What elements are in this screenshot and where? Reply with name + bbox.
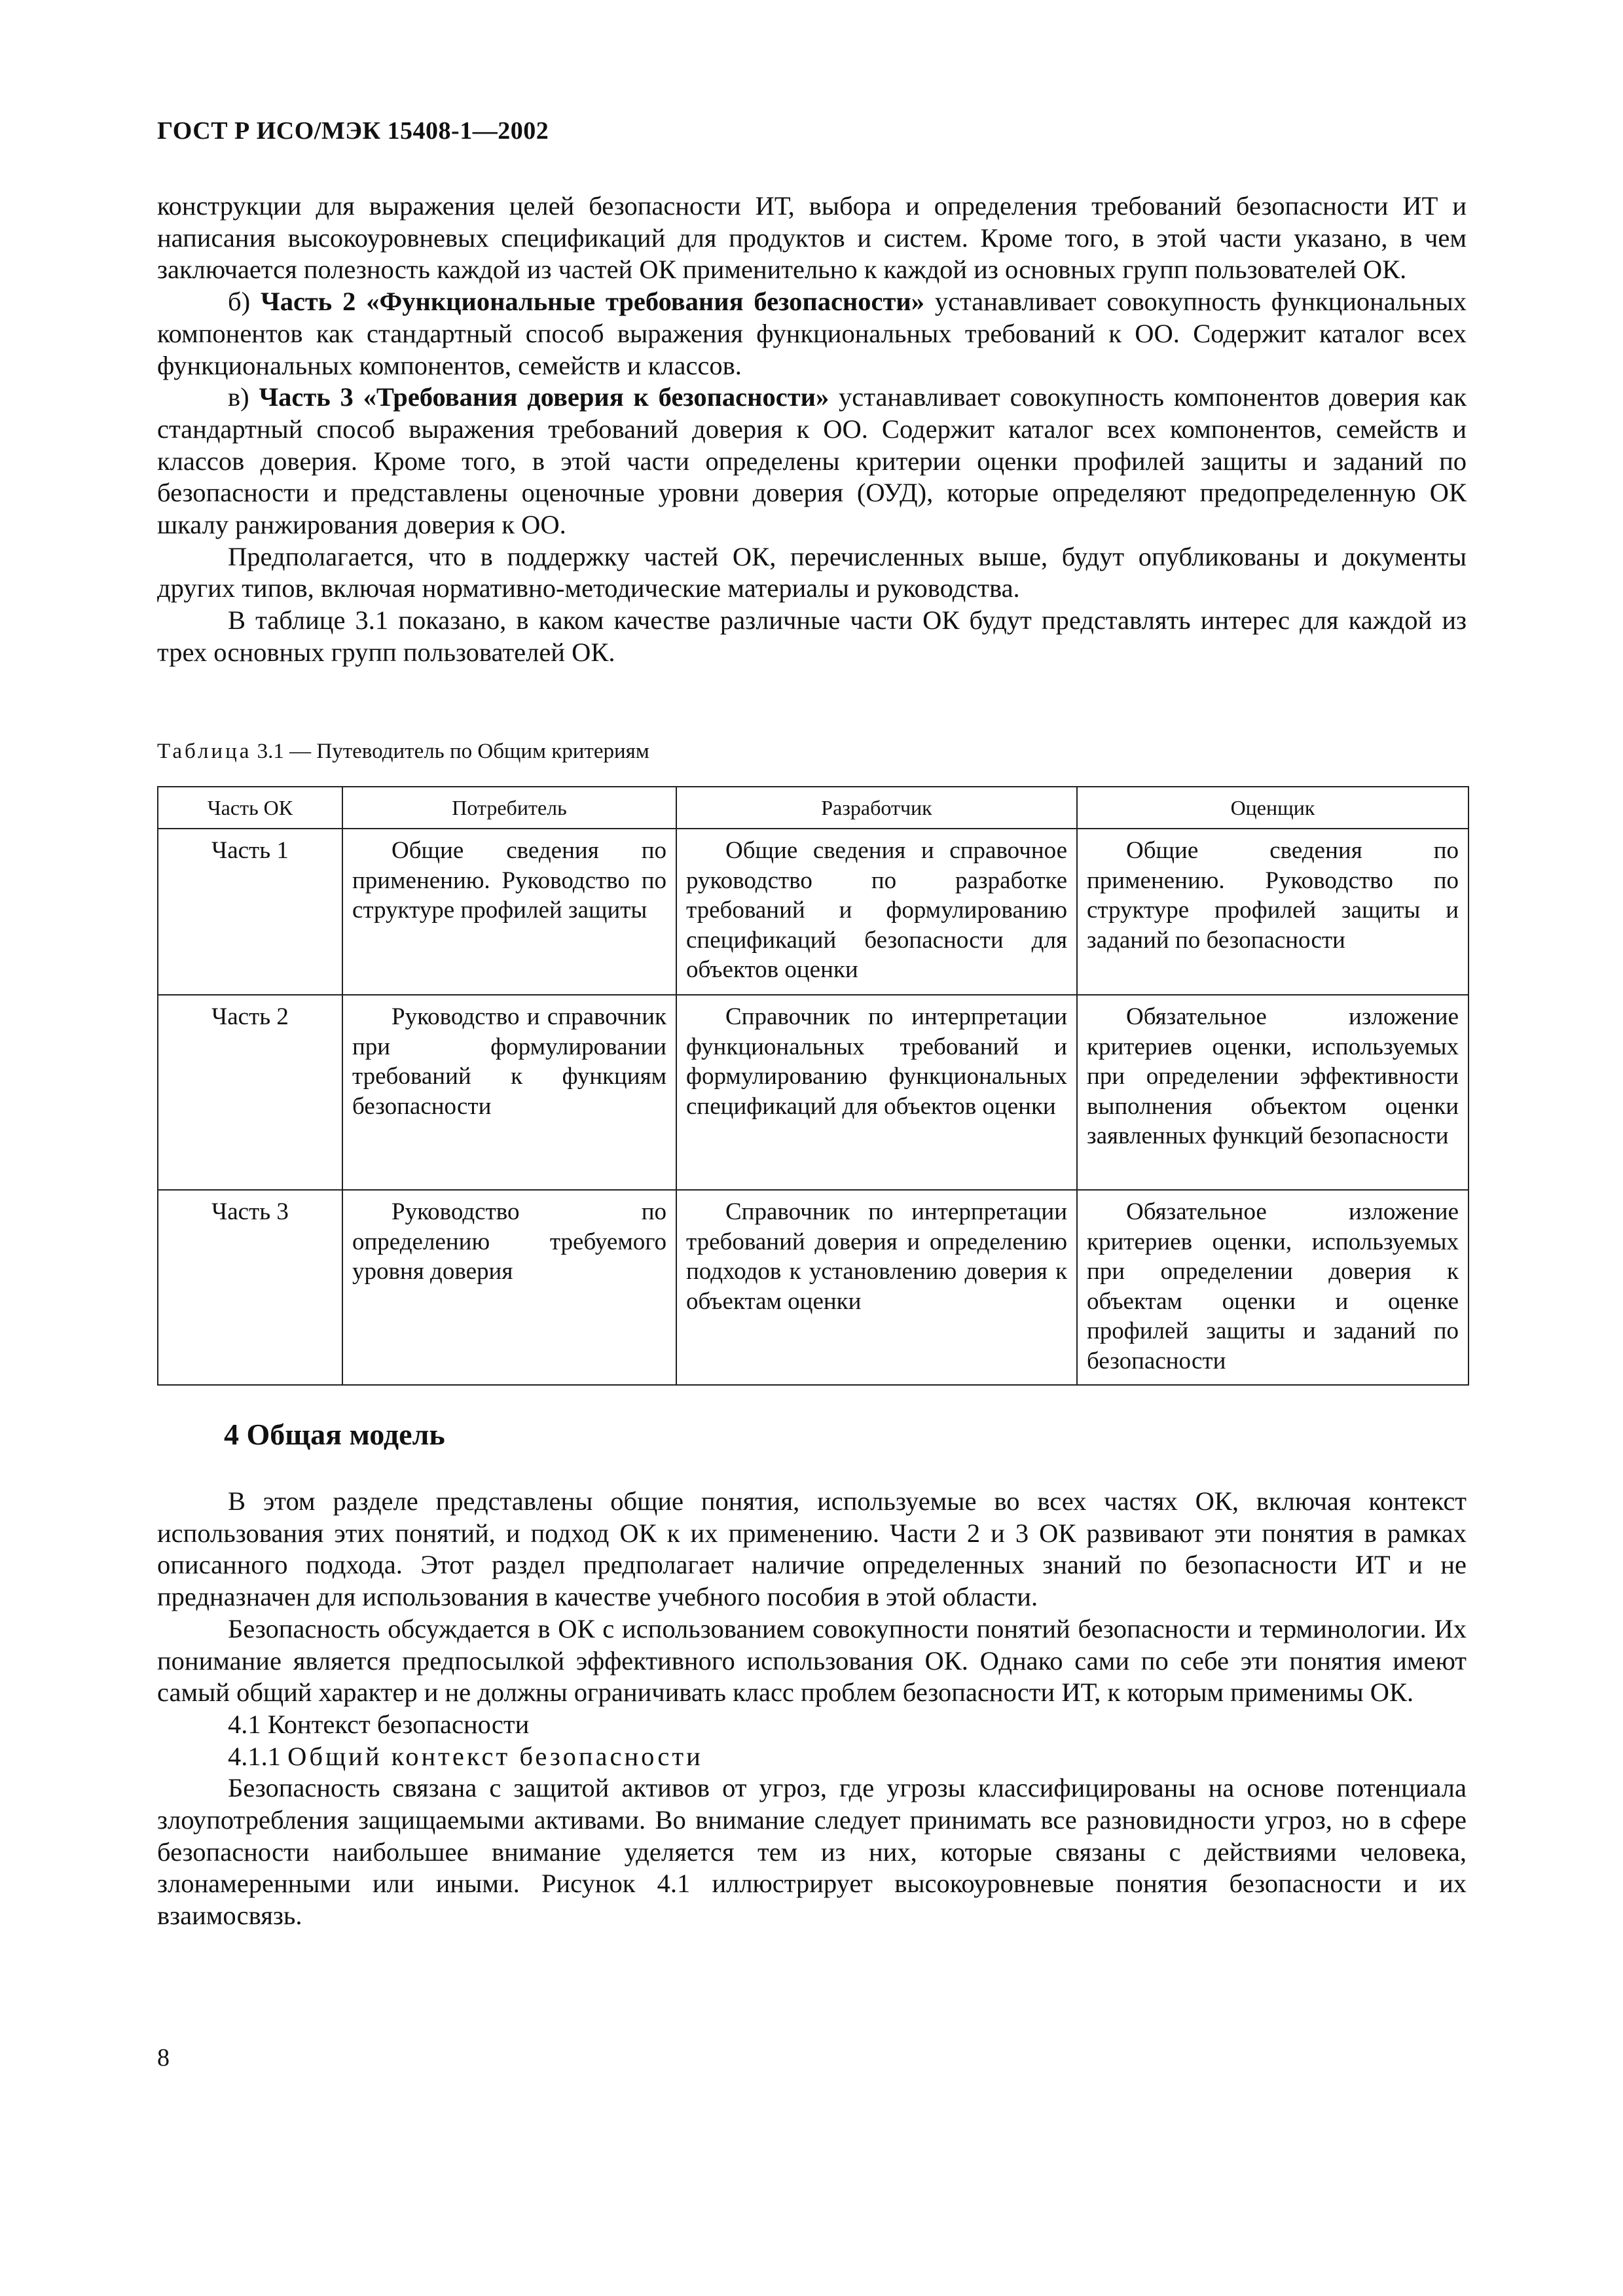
part2-description: устанавливает совокупность функциональных компонентов как стандартный способ выражения функциональных требований к ОО. Содержит каталог всех функциональных компонентов, семейств и классов.: [157, 287, 1467, 380]
header-part: Часть ОК: [158, 787, 342, 829]
table-row: [158, 1190, 1468, 1385]
table-cell-consumer: [342, 995, 676, 1190]
subsection-4-1-1-title: [157, 1741, 1467, 1773]
table-cell-consumer: [342, 829, 676, 995]
cell-text: Обязательное изложение критериев оценки, используемых при определении эффективности выполнения объектом оценки заявленных функций безопасности: [1087, 1003, 1459, 1149]
intro-paragraph-part3: [157, 382, 1467, 541]
table-cell-part: Часть 1: [158, 829, 342, 995]
table-cell-evaluator: [1077, 1190, 1468, 1385]
intro-paragraph-1: конструкции для выражения целей безопасности ИТ, выбора и определения требований безопасности ИТ и написания высокоуровневых спецификаций для продуктов и систем. Кроме того, в этой части указано, в чем заключается полезность каждой из частей ОК применительно к каждой из основных групп пользователей ОК.: [157, 191, 1467, 285]
table-cell-consumer: [342, 1190, 676, 1385]
table-cell-evaluator: [1077, 829, 1468, 995]
section-4-paragraph-1: В этом разделе представлены общие понятия, используемые во всех частях ОК, включая контекст использования этих понятий, и подход ОК к их применению. Части 2 и 3 ОК развивают эти понятия в рамках описанного подхода. Этот раздел предполагает наличие определенных знаний по безопасности ИТ и не предназначен для использования в качестве учебного пособия в этой области.: [157, 1486, 1467, 1612]
table-cell-part: Часть 3: [158, 1190, 342, 1385]
subsection-number: 4.1.1: [228, 1741, 288, 1771]
cell-text: Общие сведения по применению. Руководство по структуре профилей защиты: [352, 837, 666, 924]
subsection-4-1-title: 4.1 Контекст безопасности: [228, 1709, 530, 1739]
table-row: [158, 995, 1468, 1190]
cell-text: Руководство по определению требуемого уровня доверия: [352, 1198, 666, 1285]
intro-paragraph-5: В таблице 3.1 показано, в каком качестве различные части ОК будут представлять интерес для каждой из трех основных групп пользователей ОК.: [157, 605, 1467, 667]
table-cell-developer: [676, 1190, 1077, 1385]
table-cell-developer: [676, 829, 1077, 995]
header-evaluator: Оценщик: [1077, 787, 1468, 829]
cell-text: Руководство и справочник при формулировании требований к функциям безопасности: [352, 1003, 666, 1120]
table-caption-text: 3.1 — Путеводитель по Общим критериям: [251, 740, 649, 763]
document-header: ГОСТ Р ИСО/МЭК 15408-1—2002: [157, 117, 549, 145]
table-caption: [157, 738, 649, 764]
cell-text: Справочник по интерпретации требований доверия и определению подходов к установлению доверия к объектам оценки: [686, 1198, 1067, 1315]
intro-paragraph-4: Предполагается, что в поддержку частей ОК, перечисленных выше, будут опубликованы и документы других типов, включая нормативно-методические материалы и руководства.: [157, 541, 1467, 603]
section-4-paragraph-2: Безопасность обсуждается в ОК с использованием совокупности понятий безопасности и терминологии. Их понимание является предпосылкой эффективного использования ОК. Однако сами по себе эти понятия имеют самый общий характер и не должны ограничивать класс проблем безопасности ИТ, к которым применимы ОК.: [157, 1613, 1467, 1708]
subsection-title: Общий контекст безопасности: [287, 1741, 703, 1771]
section-4-text: [157, 1486, 1467, 1932]
cell-text: Справочник по интерпретации функциональных требований и формулированию функциональных спецификаций для объектов оценки: [686, 1003, 1067, 1120]
header-developer: Разработчик: [676, 787, 1077, 829]
cell-text: Общие сведения и справочное руководство по разработке требований и формулированию спецификаций безопасности для объектов оценки: [686, 837, 1067, 983]
table-cell-part: Часть 2: [158, 995, 342, 1190]
part2-title: Часть 2 «Функциональные требования безопасности»: [260, 287, 924, 317]
section-4-heading: 4 Общая модель: [224, 1418, 445, 1451]
section-4-paragraph-3: Безопасность связана с защитой активов от угроз, где угрозы классифицированы на основе потенциала злоупотребления защищаемыми активами. Во внимание следует принимать все разновидности угроз, но в сфере безопасности наибольшее внимание уделяется тем из них, которые связаны с действиями человека, злонамеренными или иными. Рисунок 4.1 иллюстрирует высокоуровневые понятия безопасности и их взаимосвязь.: [157, 1773, 1467, 1931]
page-number: 8: [157, 2044, 170, 2072]
table-row: [158, 829, 1468, 995]
part3-title: Часть 3 «Требования доверия к безопасности»: [259, 382, 830, 412]
intro-text: [157, 190, 1467, 669]
list-marker-b: б): [228, 287, 261, 317]
table-header-row: [158, 787, 1468, 829]
cell-text: Общие сведения по применению. Руководство по структуре профилей защиты и заданий по безопасности: [1087, 837, 1459, 954]
list-marker-v: в): [228, 382, 259, 412]
table-cell-developer: [676, 995, 1077, 1190]
table-cell-evaluator: [1077, 995, 1468, 1190]
table-caption-label: Таблица: [157, 740, 252, 763]
cell-text: Обязательное изложение критериев оценки, используемых при определении доверия к объектам оценки и оценке профилей защиты и заданий по безопасности: [1087, 1198, 1459, 1374]
header-consumer: Потребитель: [342, 787, 676, 829]
guide-table: [157, 786, 1469, 1386]
intro-paragraph-part2: [157, 286, 1467, 382]
part3-description: устанавливает совокупность компонентов доверия как стандартный способ выражения требований доверия к ОО. Содержит каталог всех компонентов, семейств и классов доверия. Кроме того, в этой части определены критерии оценки профилей защиты и заданий по безопасности и представлены оценочные уровни доверия (ОУД), которые определяют предопределенную ОК шкалу ранжирования доверия к ОО.: [157, 382, 1467, 540]
